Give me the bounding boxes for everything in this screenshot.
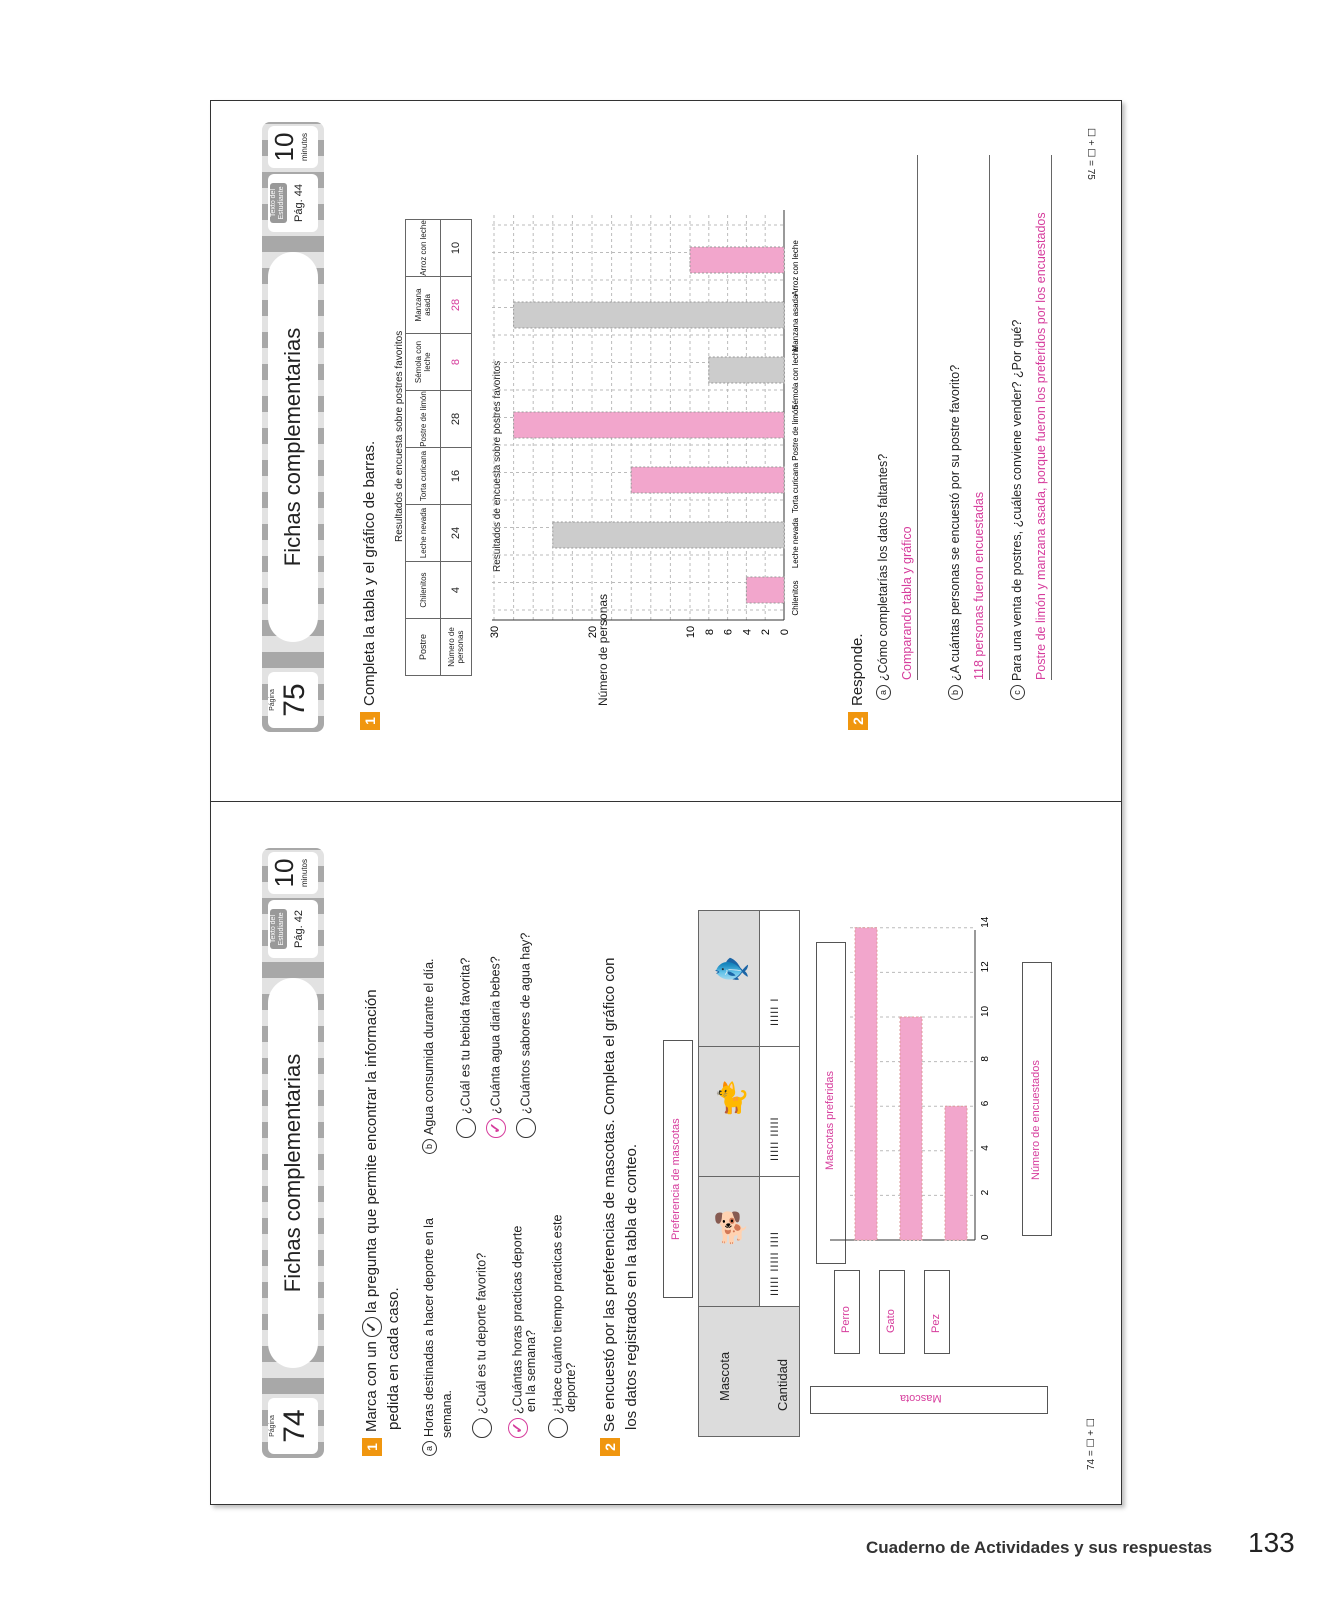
chart-bar bbox=[514, 412, 784, 438]
tick-label: 8 bbox=[980, 1056, 991, 1062]
chart-bar bbox=[553, 522, 784, 548]
pet-chart-ylabel: Mascota bbox=[900, 1392, 942, 1404]
left-q1a-opt3-line2: deporte? bbox=[564, 1362, 578, 1412]
fish-icon: 🐟 bbox=[713, 952, 751, 985]
left-q1-line2: pedida en cada caso. bbox=[385, 1287, 402, 1430]
tick-label: 10 bbox=[685, 625, 697, 639]
dog-icon: 🐕 bbox=[713, 1212, 751, 1245]
page-number-box: Página 75 bbox=[268, 672, 318, 728]
right-q2: 2Responde. bbox=[848, 633, 868, 730]
check-icon: ✓ bbox=[362, 1317, 382, 1337]
table-value-cell: 4 bbox=[441, 562, 472, 619]
row-label-cantidad: Cantidad bbox=[775, 1358, 790, 1411]
tick-label: 2 bbox=[760, 628, 773, 636]
page-divider bbox=[210, 801, 1122, 802]
right-q2a: a¿Cómo completarías los datos faltantes? bbox=[876, 454, 891, 700]
right-q2a-answer: Comparando tabla y gráfico bbox=[900, 526, 914, 680]
right-q2c-answer: Postre de limón y manzana asada, porque fueron los preferidos por los encuestados bbox=[1034, 212, 1048, 680]
left-q2-line2: los datos registrados en la tabla de conteo. bbox=[623, 1143, 640, 1430]
category-label: Perro bbox=[840, 1306, 852, 1333]
option-radio[interactable] bbox=[548, 1418, 568, 1438]
left-q1a-opt1: ¿Cuál es tu deporte favorito? bbox=[472, 1253, 492, 1438]
pet-chart-xlabel: Número de encuestados bbox=[1030, 1060, 1042, 1180]
tick-label: 8 bbox=[703, 628, 716, 636]
category-label-box bbox=[879, 1270, 905, 1354]
left-q1: 1Marca con un ✓la pregunta que permite encontrar la información bbox=[362, 989, 382, 1456]
table-header-cell: Arroz con leche bbox=[406, 220, 441, 277]
category-label: Torta curicana bbox=[791, 462, 800, 514]
cat-icon: 🐈 bbox=[713, 1082, 751, 1115]
header-74 bbox=[262, 848, 324, 1458]
tally-dog: IIIII IIIII IIII bbox=[769, 1231, 781, 1296]
table-value-cell: 24 bbox=[441, 505, 472, 562]
category-label: Gato bbox=[885, 1309, 897, 1333]
option-radio-checked[interactable]: ✓ bbox=[508, 1418, 528, 1438]
chart-bar bbox=[746, 577, 784, 603]
tick-label: 10 bbox=[980, 1005, 991, 1017]
table-header-cell: Postre de limón bbox=[406, 391, 441, 448]
right-table-title: Resultados de encuesta sobre postres favoritos bbox=[394, 330, 405, 542]
table-value-cell: 10 bbox=[441, 220, 472, 277]
page-number-box: Página 74 bbox=[268, 1398, 318, 1454]
page-title: Fichas complementarias bbox=[268, 252, 318, 642]
row-label-mascota: Mascota bbox=[717, 1351, 732, 1401]
table-header-cell: Chilenitos bbox=[406, 562, 441, 619]
category-label: Chilenitos bbox=[791, 580, 800, 616]
dessert-bar-chart bbox=[489, 210, 822, 680]
chart-bar bbox=[709, 357, 784, 383]
right-footer-equation: ☐ + ☐ = 75 bbox=[1085, 128, 1096, 180]
minutes-box: 10 minutos bbox=[268, 126, 318, 168]
option-radio[interactable] bbox=[472, 1418, 492, 1438]
option-radio[interactable] bbox=[516, 1118, 536, 1138]
page-title: Fichas complementarias bbox=[268, 978, 318, 1368]
table-row-label: Número de personas bbox=[441, 619, 472, 676]
tick-label: 14 bbox=[980, 916, 991, 928]
category-label-box bbox=[834, 1270, 860, 1354]
tick-label: 0 bbox=[980, 1234, 991, 1240]
footer-page-number: 133 bbox=[1248, 1527, 1295, 1558]
pet-table-title: Preferencia de mascotas bbox=[670, 1118, 682, 1240]
tick-label: 20 bbox=[587, 625, 599, 639]
table-header-cell: Manzana asada bbox=[406, 277, 441, 334]
table-header-cell: Torta curicana bbox=[406, 448, 441, 505]
right-q2c: cPara una venta de postres, ¿cuáles conviene vender? ¿Por qué? bbox=[1010, 320, 1025, 700]
header-75 bbox=[262, 122, 324, 732]
table-header-cell: Leche nevada bbox=[406, 505, 441, 562]
left-q1a-line2: semana. bbox=[440, 1390, 454, 1438]
right-q2b-answer: 118 personas fueron encuestadas bbox=[972, 491, 986, 680]
left-q1b-opt2: ✓¿Cuánta agua diaria bebes? bbox=[486, 956, 506, 1138]
option-radio[interactable] bbox=[456, 1118, 476, 1138]
tick-label: 0 bbox=[779, 628, 791, 636]
right-q2b: b¿A cuántas personas se encuestó por su postre favorito? bbox=[948, 365, 963, 700]
option-radio-checked[interactable]: ✓ bbox=[486, 1118, 506, 1138]
chart-bar bbox=[631, 467, 784, 493]
left-q1a: aHoras destinadas a hacer deporte en la bbox=[422, 1218, 437, 1456]
answer-line bbox=[989, 155, 990, 680]
category-label: Pez bbox=[930, 1314, 942, 1333]
tick-label: 4 bbox=[741, 628, 754, 636]
chart-bar bbox=[514, 302, 784, 328]
answer-line bbox=[1051, 155, 1052, 680]
category-label-box bbox=[924, 1270, 950, 1354]
category-label: Sémola con leche bbox=[791, 346, 800, 410]
left-q1a-opt3: ¿Hace cuánto tiempo practicas este bbox=[548, 1215, 568, 1438]
tally-fish: IIIII I bbox=[769, 997, 781, 1026]
table-value-cell: 16 bbox=[441, 448, 472, 505]
left-q2: 2Se encuestó por las preferencias de mascotas. Completa el gráfico con bbox=[600, 958, 620, 1456]
pet-bar-chart bbox=[850, 916, 1010, 1280]
right-chart-title: Resultados de encuesta sobre postres favoritos bbox=[492, 360, 503, 572]
tick-label: 2 bbox=[980, 1189, 991, 1196]
tally-cat: IIIII IIIII bbox=[769, 1116, 781, 1161]
tick-label: 4 bbox=[980, 1145, 991, 1151]
minutes-box: 10 minutos bbox=[268, 852, 318, 894]
category-label: Leche nevada bbox=[791, 517, 800, 569]
footer-label: Cuaderno de Actividades y sus respuestas bbox=[866, 1538, 1213, 1557]
left-q1a-opt2-line2: en la semana? bbox=[524, 1329, 538, 1412]
texto-reference: Texto del Estudiante Pág. 42 bbox=[268, 900, 318, 958]
chart-bar bbox=[945, 1106, 967, 1240]
left-footer-equation: 74 = ☐ + ☐ bbox=[1086, 1418, 1097, 1470]
answer-line bbox=[917, 155, 918, 680]
category-label: Postre de limón bbox=[791, 405, 800, 461]
left-q1b-opt3: ¿Cuántos sabores de agua hay? bbox=[516, 933, 536, 1138]
pet-chart-title: Mascotas preferidas bbox=[824, 1070, 836, 1170]
table-value-cell: 8 bbox=[441, 334, 472, 391]
texto-reference: Texto del Estudiante Pág. 44 bbox=[268, 174, 318, 232]
table-header-cell: Sémola con leche bbox=[406, 334, 441, 391]
left-q1a-opt2: ✓¿Cuántas horas practicas deporte bbox=[508, 1226, 528, 1438]
right-chart-ylabel: Número de personas bbox=[596, 593, 610, 706]
pet-table bbox=[698, 910, 800, 1437]
chart-bar bbox=[900, 1017, 922, 1240]
left-q1b-opt1: ¿Cuál es tu bebida favorita? bbox=[456, 958, 476, 1138]
chart-bar bbox=[855, 928, 877, 1240]
tick-label: 6 bbox=[722, 628, 735, 636]
tick-label: 6 bbox=[980, 1100, 991, 1107]
left-q1b: bAgua consumida durante el día. bbox=[422, 958, 437, 1154]
chart-bar bbox=[690, 247, 784, 273]
table-value-cell: 28 bbox=[441, 391, 472, 448]
tick-label: 30 bbox=[489, 625, 501, 639]
tick-label: 12 bbox=[980, 961, 991, 973]
table-value-cell: 28 bbox=[441, 277, 472, 334]
category-label: Manzana asada bbox=[791, 294, 800, 352]
dessert-table bbox=[405, 219, 472, 676]
table-header-postre: Postre bbox=[406, 619, 441, 676]
right-q1: 1Completa la tabla y el gráfico de barras. bbox=[360, 441, 380, 730]
category-label: Arroz con leche bbox=[791, 240, 800, 296]
